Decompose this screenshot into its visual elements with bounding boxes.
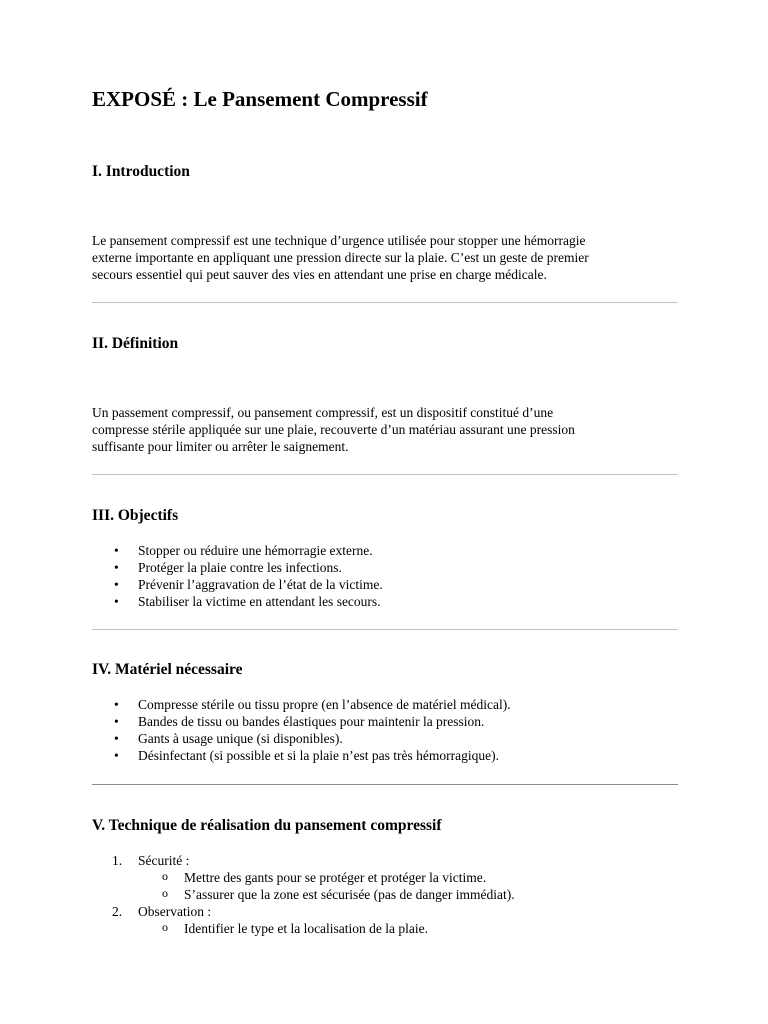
horizontal-rule <box>92 784 678 785</box>
step-subitems <box>138 920 515 937</box>
horizontal-rule <box>92 474 678 475</box>
list-item: • Gants à usage unique (si disponibles). <box>92 730 511 747</box>
paragraph-line: Un passement compressif, ou pansement compressif, est un dispositif constitué d’une <box>92 405 554 420</box>
step-label: Observation : <box>138 904 212 919</box>
section-heading-definition: II. Définition <box>92 335 179 352</box>
materiel-list <box>92 696 511 764</box>
horizontal-rule <box>92 629 678 630</box>
section-heading-technique: V. Technique de réalisation du pansement compressif <box>92 817 442 834</box>
section-heading-objectifs: III. Objectifs <box>92 507 179 524</box>
horizontal-rule <box>92 302 678 303</box>
step-item <box>92 852 515 903</box>
step-item <box>92 903 515 937</box>
list-item: • Désinfectant (si possible et si la plaie n’est pas très hémorragique). <box>92 747 511 764</box>
introduction-paragraph <box>92 232 692 283</box>
step-number: 1. <box>112 853 123 868</box>
sub-list-item: o Mettre des gants pour se protéger et protéger la victime. <box>138 869 515 886</box>
paragraph-line: Le pansement compressif est une technique d’urgence utilisée pour stopper une hémorragie <box>92 233 586 248</box>
objectifs-list <box>92 542 383 610</box>
sub-list-item: o Identifier le type et la localisation de la plaie. <box>138 920 515 937</box>
paragraph-line: secours essentiel qui peut sauver des vies en attendant une prise en charge médicale. <box>92 267 547 282</box>
list-item: • Stabiliser la victime en attendant les secours. <box>92 593 383 610</box>
section-heading-materiel: IV. Matériel nécessaire <box>92 661 243 678</box>
step-label: Sécurité : <box>138 853 190 868</box>
list-item: • Stopper ou réduire une hémorragie externe. <box>92 542 383 559</box>
sub-list-item: o S’assurer que la zone est sécurisée (pas de danger immédiat). <box>138 886 515 903</box>
paragraph-line: compresse stérile appliquée sur une plaie, recouverte d’un matériau assurant une pression <box>92 422 575 437</box>
document-title: EXPOSÉ : Le Pansement Compressif <box>92 87 428 111</box>
definition-paragraph <box>92 404 692 455</box>
list-item: • Bandes de tissu ou bandes élastiques pour maintenir la pression. <box>92 713 511 730</box>
list-item: • Protéger la plaie contre les infections. <box>92 559 383 576</box>
list-item: • Compresse stérile ou tissu propre (en l’absence de matériel médical). <box>92 696 511 713</box>
step-number: 2. <box>112 904 123 919</box>
step-subitems <box>138 869 515 903</box>
technique-steps-list <box>92 852 515 937</box>
list-item: • Prévenir l’aggravation de l’état de la victime. <box>92 576 383 593</box>
section-heading-introduction: I. Introduction <box>92 163 190 180</box>
paragraph-line: externe importante en appliquant une pression directe sur la plaie. C’est un geste de premier <box>92 250 589 265</box>
paragraph-line: suffisante pour limiter ou arrêter le saignement. <box>92 439 349 454</box>
